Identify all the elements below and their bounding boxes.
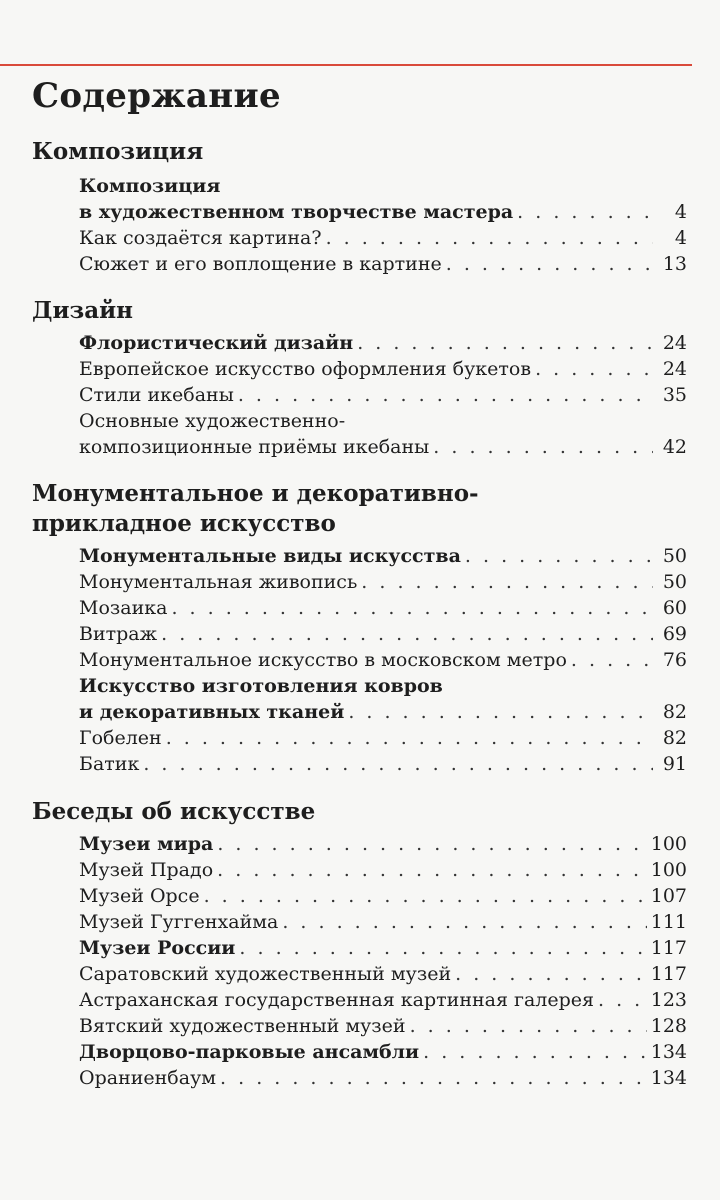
toc-entry[interactable]: [79, 382, 687, 408]
toc-entry-label: Монументальные виды искусства: [79, 545, 461, 567]
toc-entry[interactable]: [79, 356, 687, 382]
leader-dots: [410, 1013, 647, 1039]
toc-entry-page: 69: [662, 623, 687, 645]
leader-dots: [282, 909, 646, 935]
toc-entry-label: Дворцово-парковые ансамбли: [79, 1041, 420, 1063]
toc-entry-page: 82: [662, 701, 687, 723]
toc-entry[interactable]: [79, 569, 687, 595]
toc-entry-page: 128: [650, 1015, 687, 1037]
toc-entry[interactable]: [79, 434, 687, 460]
toc-entry-page: 35: [662, 384, 687, 406]
leader-dots: [171, 595, 653, 621]
toc-entry[interactable]: [79, 725, 687, 751]
toc-entry-label: Ораниенбаум: [79, 1067, 217, 1089]
toc-entry-label: композиционные приёмы икебаны: [79, 436, 430, 458]
toc-entry-label: Музеи России: [79, 937, 236, 959]
leader-dots: [357, 330, 653, 356]
toc-entry[interactable]: [79, 251, 687, 277]
toc-entry-label: Европейское искусство оформления букетов: [79, 358, 532, 380]
toc-entry[interactable]: [79, 330, 687, 356]
toc-entry-page: 42: [662, 436, 687, 458]
toc-entry-line1: Основные художественно-: [79, 410, 346, 432]
page-title: Содержание: [32, 76, 281, 116]
toc-entry[interactable]: [79, 883, 687, 909]
toc-entry[interactable]: [79, 647, 687, 673]
section-title-monumental-line1: Монументальное и декоративно-: [32, 480, 479, 507]
toc-entry[interactable]: [79, 225, 687, 251]
toc-entry-label: Батик: [79, 753, 140, 775]
leader-dots: [433, 434, 653, 460]
toc-entry-label: Вятский художественный музей: [79, 1015, 406, 1037]
toc-entry[interactable]: [79, 1065, 687, 1091]
toc-entry[interactable]: [79, 595, 687, 621]
leader-dots: [598, 987, 647, 1013]
toc-entry[interactable]: [79, 543, 687, 569]
toc-entry[interactable]: [79, 857, 687, 883]
leader-dots: [217, 831, 646, 857]
section-title-design: Дизайн: [32, 297, 133, 324]
toc-entry-label: в художественном творчестве мастера: [79, 201, 514, 223]
toc-entry[interactable]: [79, 961, 687, 987]
leader-dots: [455, 961, 647, 987]
toc-entry[interactable]: [79, 699, 687, 725]
toc-entry-label: Музей Прадо: [79, 859, 214, 881]
toc-entry-label: Сюжет и его воплощение в картине: [79, 253, 442, 275]
section-title-monumental-line2: прикладное искусство: [32, 510, 336, 537]
toc-entry-page: 100: [650, 833, 687, 855]
toc-entry-page: 82: [662, 727, 687, 749]
toc-entry-page: 13: [662, 253, 687, 275]
toc-entry[interactable]: [79, 1013, 687, 1039]
toc-entry[interactable]: [79, 751, 687, 777]
toc-entry-page: 134: [650, 1041, 687, 1063]
toc-entry-line1: Искусство изготовления ковров: [79, 675, 443, 697]
leader-dots: [220, 1065, 647, 1091]
leader-dots: [517, 199, 653, 225]
toc-entry-label: Саратовский художественный музей: [79, 963, 452, 985]
leader-dots: [571, 647, 653, 673]
leader-dots: [166, 725, 653, 751]
leader-dots: [465, 543, 653, 569]
toc-entry-page: 4: [674, 201, 687, 223]
toc-entry-page: 117: [650, 963, 687, 985]
leader-dots: [535, 356, 653, 382]
toc-entry[interactable]: [79, 621, 687, 647]
toc-entry-page: 24: [662, 358, 687, 380]
toc-entry-label: Как создаётся картина?: [79, 227, 322, 249]
toc-entry-label: Витраж: [79, 623, 158, 645]
toc-entry-label: Стили икебаны: [79, 384, 234, 406]
toc-entry-label: Музеи мира: [79, 833, 214, 855]
toc-entry-label: и декоративных тканей: [79, 701, 345, 723]
leader-dots: [143, 751, 653, 777]
leader-dots: [217, 857, 647, 883]
toc-entry-label: Гобелен: [79, 727, 162, 749]
header-rule: [0, 64, 692, 66]
toc-entry-page: 100: [650, 859, 687, 881]
toc-entry[interactable]: [79, 831, 687, 857]
leader-dots: [161, 621, 653, 647]
toc-entry[interactable]: [79, 1039, 687, 1065]
toc-entry-label: Музей Орсе: [79, 885, 200, 907]
toc-entry-page: 111: [650, 911, 687, 933]
toc-entry[interactable]: [79, 909, 687, 935]
leader-dots: [446, 251, 653, 277]
leader-dots: [204, 883, 647, 909]
toc-entry-line1: Композиция: [79, 175, 221, 197]
toc-entry-page: 50: [662, 545, 687, 567]
leader-dots: [423, 1039, 647, 1065]
toc-entry-page: 117: [650, 937, 687, 959]
toc-entry-page: 60: [662, 597, 687, 619]
toc-entry-page: 24: [662, 332, 687, 354]
toc-entry-page: 4: [674, 227, 687, 249]
toc-entry-page: 107: [650, 885, 687, 907]
toc-entry-label: Монументальное искусство в московском метро: [79, 649, 567, 671]
toc-entry[interactable]: [79, 987, 687, 1013]
toc-entry-label: Мозаика: [79, 597, 168, 619]
toc-entry-page: 50: [662, 571, 687, 593]
toc-entry-label: Музей Гуггенхайма: [79, 911, 279, 933]
leader-dots: [326, 225, 653, 251]
section-title-composition: Композиция: [32, 138, 204, 165]
toc-entry[interactable]: [79, 935, 687, 961]
toc-entry-label: Астраханская государственная картинная галерея: [79, 989, 594, 1011]
leader-dots: [238, 382, 653, 408]
toc-entry-page: 123: [650, 989, 687, 1011]
toc-entry[interactable]: [79, 199, 687, 225]
toc-entry-page: 134: [650, 1067, 687, 1089]
leader-dots: [348, 699, 653, 725]
toc-entry-label: Монументальная живопись: [79, 571, 358, 593]
toc-entry-page: 76: [662, 649, 687, 671]
section-title-art-talks: Беседы об искусстве: [32, 798, 316, 825]
leader-dots: [361, 569, 653, 595]
leader-dots: [239, 935, 646, 961]
toc-entry-page: 91: [662, 753, 687, 775]
toc-entry-label: Флористический дизайн: [79, 332, 354, 354]
